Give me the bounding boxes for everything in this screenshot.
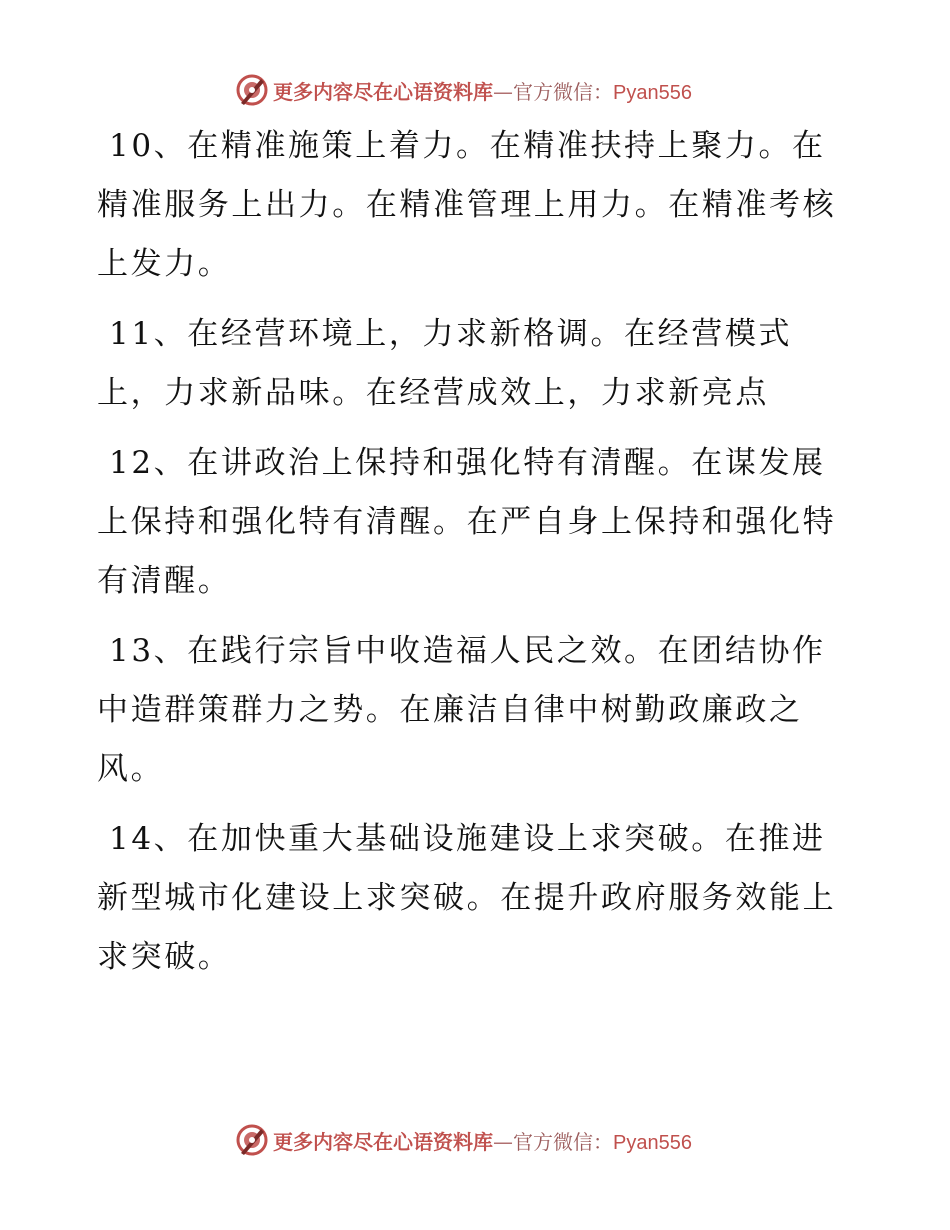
banner-wechat-label: 官方微信：: [513, 1129, 613, 1154]
pen-logo-icon: [235, 73, 269, 107]
header-watermark-banner: [235, 72, 692, 108]
paragraph-13: 13、在践行宗旨中收造福人民之效。在团结协作中造群策群力之势。在廉洁自律中树勤政廉政之风。: [97, 633, 826, 787]
pen-logo-icon: [235, 1123, 269, 1157]
banner-wechat-label: 官方微信：: [513, 79, 613, 104]
banner-wechat-id: Pyan556: [613, 1131, 692, 1154]
footer-watermark-banner: [235, 1122, 692, 1158]
document-body: [97, 117, 857, 998]
banner-title: 更多内容尽在心语资料库: [273, 1129, 493, 1154]
banner-wechat-id: Pyan556: [613, 81, 692, 104]
paragraph-14: 14、在加快重大基础设施建设上求突破。在推进新型城市化建设上求突破。在提升政府服务效能上求突破。: [97, 821, 837, 975]
paragraph-10: 10、在精准施策上着力。在精准扶持上聚力。在精准服务上出力。在精准管理上用力。在精准考核上发力。: [97, 128, 837, 282]
banner-dash: —: [493, 79, 513, 104]
paragraph-12: 12、在讲政治上保持和强化特有清醒。在谋发展上保持和强化特有清醒。在严自身上保持和强化特有清醒。: [97, 445, 837, 599]
paragraph-11: 11、在经营环境上，力求新格调。在经营模式上，力求新品味。在经营成效上，力求新亮点: [97, 316, 793, 411]
banner-dash: —: [493, 1129, 513, 1154]
banner-title: 更多内容尽在心语资料库: [273, 79, 493, 104]
